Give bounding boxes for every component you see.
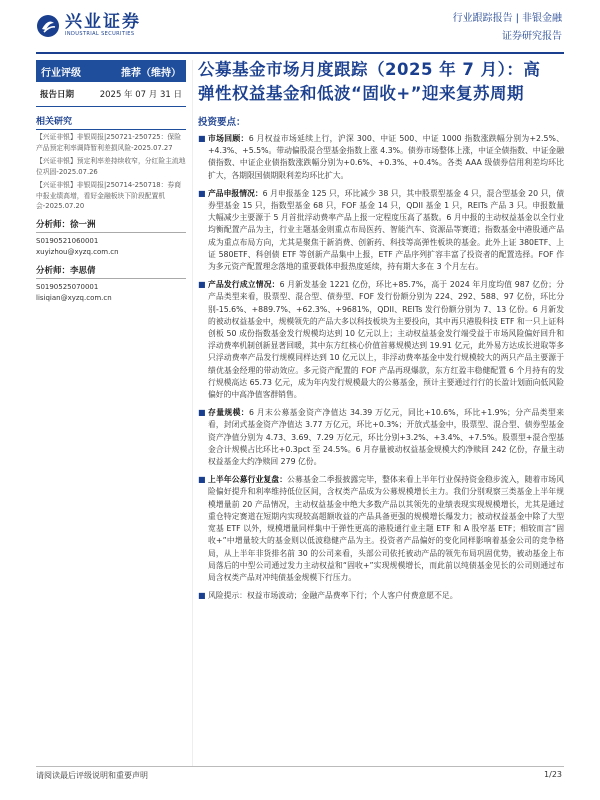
bullet-label: 产品发行成立情况： — [208, 280, 280, 290]
title-line: 公募基金市场月度跟踪（2025 年 7 月）：高 — [198, 60, 541, 79]
date-label: 报告日期 — [40, 90, 75, 100]
related-research-title: 相关研究 — [36, 114, 186, 130]
bullet-square-icon: ■ — [198, 591, 206, 601]
analyst-name: 分析师：徐一洲 — [36, 220, 186, 233]
related-item[interactable]: 【兴证非银】非银周报|250714-250718：券商中报业绩高增，看好金融板块下阶段配置机会-2025.07.20 — [36, 181, 181, 210]
bullet-text: 6 月权益市场延续上行，沪深 300、中证 500、中证 1000 指数涨跌幅分别为+2.5%、+4.3%、+5.5%。带动偏股混合型基金指数上涨 4.3%。债券市场整体上涨，中证全债指数、中证金融债指数、中证企业债指数涨跌幅分别为+0.6%、+0.3%、+0.4%。各类 AAA 级债券信用利差均环比扩大，各期限国债期限利差均环比扩大。 — [208, 134, 564, 180]
bullet-issuance — [198, 279, 564, 401]
bullet-text: 风险提示：权益市场波动；金融产品费率下行；个人客户付费意愿不足。 — [208, 591, 458, 601]
logo-name-cn: 兴业证券 — [65, 12, 141, 32]
rating-value: 推荐（维持） — [121, 67, 181, 79]
report-header — [0, 0, 600, 52]
bullet-square-icon: ■ — [198, 475, 206, 485]
related-item[interactable]: 【兴证非银】非银周报|250721-250725：保险产品预定利率调降暂利差损风险-2025.07.27 — [36, 133, 181, 152]
report-sector: 非银金融 — [522, 13, 562, 24]
bullet-text: 6 月新发基金 1221 亿份，环比+85.7%，高于 2024 年月度均值 987 亿份；分产品类型来看，股票型、混合型、债券型、FOF 发行份额分别为 224、292、588、97 亿份，环比分别-15.6%、+889.7%、+62.3%、+9681%，QDII、REITs 发行份额分别为 7、13 亿份。6 月新发的被动权益基金中，规模领先的产品大多以科技板块为主要投向，其中再只港股科技 ETF 和一只上证科创板 50 成份指数基金发行规模均达到 10 亿元以上；主动权益基金发行端受益于市场风险偏好回升和浮动费率机制创新显著回暖，其中东方红核心价值首募规模达到 19.91 亿元，此外易方达成长进取等多只浮动费率产品发行规模同样达到 10 亿元以上，非浮动费率基金中发行规模较大的两只产品主要源于绩优基金经理的带动效应。多元资产配置的 FOF 产品再现爆款，东方红盈丰稳健配置 6 个月持有的发行规模高达 65.73 亿元，成为年内发行规模最大的公募基金，预计主要通过行行的长盈计划面向低风险偏好的中高净值客群销售。 — [208, 280, 564, 400]
column-divider — [192, 60, 193, 766]
analyst-cert: S0190521060001 — [36, 236, 99, 245]
bullet-text: 6 月末公募基金资产净值达 34.39 万亿元，同比+10.6%，环比+1.9%；分产品类型来看，封闭式基金资产净值达 3.77 万亿元，环比+0.3%；开放式基金中，股票型、混合型、债券型基金资产净值分别为 4.73、3.69、7.29 万亿元，环比分别+3.2%、+3.4%、+7.5%。股票型+混合型基金合计规模占比环比+0.3pct 至 24.5%。6 月存量被动权益基金规模大约净赎回 242 亿份，存量主动权益基金大约净赎回 279 亿份。 — [208, 408, 565, 467]
bullet-label: 上半年公募行业复盘： — [208, 475, 288, 485]
logo-icon — [36, 14, 60, 38]
bullet-h1-review — [198, 474, 564, 584]
company-logo — [36, 13, 141, 38]
related-research-list — [36, 132, 186, 212]
report-title — [198, 58, 564, 106]
page-number: 1/23 — [544, 770, 562, 779]
analyst-name: 分析师：李思倩 — [36, 266, 186, 279]
report-date-row — [36, 82, 186, 107]
report-dept: 证券研究报告 — [502, 31, 562, 42]
bullet-product-filing — [198, 188, 564, 273]
bullet-square-icon: ■ — [198, 188, 206, 198]
bullet-text: 公募基金二季报披露完毕，整体来看上半年行业保持资金稳步流入，随着市场风险偏好提升和利率维持低位区间，含权类产品成为公募规模增长主力。我们分别观察三类基金上半年规模增量前 20 产品情况，主动权益基金中绝大多数产品以其领先的业绩表现实现规模增长，尤其是通过重仓特定赛道在短期内实现较高超额收益的产品具备更强的规模增长爆发力；被动权益基金中除了大型宽基 ETF 以外，规模增量同样集中于弹性更高的港股通行业主题 ETF 和 A 股窄基 ETF；相较而言“固收+”中增量较大的基金则以低波稳健产品为主。投资者产品偏好的变化同样影响着基金公司的竞争格局，从上半年非货排名前 30 的公司来看，头部公司依托被动产品的领先布局巩固优势，被动基金上布局落后的中型公司通过发力主动权益和“固收+”实现规模增长，而此前以纯债基金见长的公司则通过布局含权类产品对冲纯债基金规模下行压力。 — [208, 475, 564, 582]
bullet-aum — [198, 407, 564, 468]
title-line: 弹性权益基金和低波“固收+”迎来复苏周期 — [198, 84, 525, 103]
date-value: 2025 年 07 月 31 日 — [99, 90, 182, 100]
bullet-label: 市场回顾： — [208, 134, 249, 143]
separator: | — [515, 13, 519, 24]
bullet-label: 存量规模： — [208, 408, 250, 418]
analyst-cert: S0190525070001 — [36, 282, 99, 291]
logo-name-en: INDUSTRIAL SECURITIES — [65, 31, 135, 37]
analyst-email[interactable]: xuyizhou@xyzq.com.cn — [36, 247, 119, 256]
analyst-block — [36, 220, 186, 258]
bullet-market-review — [198, 133, 564, 182]
analyst-email[interactable]: lisiqian@xyzq.com.cn — [36, 293, 112, 302]
main-content — [198, 58, 564, 608]
footer-divider — [36, 766, 564, 767]
bullet-risk — [198, 590, 564, 602]
related-item[interactable]: 【兴证非银】预定利率差持续收窄，分红险主流地位巩固-2025.07.26 — [36, 157, 186, 176]
bullet-square-icon: ■ — [198, 408, 206, 418]
header-divider — [36, 52, 564, 54]
bullet-square-icon: ■ — [198, 280, 206, 290]
investment-points-heading: 投资要点： — [198, 117, 246, 128]
bullet-square-icon: ■ — [198, 134, 206, 143]
bullet-text: 6 月申报基金 125 只，环比减少 38 只，其中股票型基金 4 只，混合型基金 20 只，债券型基金 15 只，指数型基金 68 只，FOF 基金 14 只，QDII 基金 1 只，REITs 产品 3 只。申报数量大幅减少主要源于 5 月首批浮动费率产品上报一定程度压高了基数。6 月中报的主动权益基金以全行业均衡配置产品为主，行业主题基金则重点布局医药、智能汽车、资源品等赛道；指数基金中港股通产品成为重点布局方向，尤其是聚焦于新消费、创新药、科技等高弹性板块的基金。此外上证 380ETF、上证 580ETF、科创债 ETF 等创新产品集中上报，ETF 产品序列扩容丰富了投资者的配置选择。FOF 作为多元资产配置理念落地的重要载体申报热度延续，持有期大多在 3 个月左右。 — [208, 188, 565, 272]
report-type: 行业跟踪报告 — [452, 13, 513, 24]
analyst-block — [36, 266, 186, 304]
report-category — [453, 10, 562, 46]
rating-bar — [36, 60, 186, 82]
bullet-label: 产品申报情况： — [208, 188, 263, 198]
footer-disclaimer[interactable]: 请阅读最后评级说明和重要声明 — [36, 771, 148, 780]
left-sidebar — [36, 60, 186, 304]
rating-label: 行业评级 — [41, 67, 81, 79]
